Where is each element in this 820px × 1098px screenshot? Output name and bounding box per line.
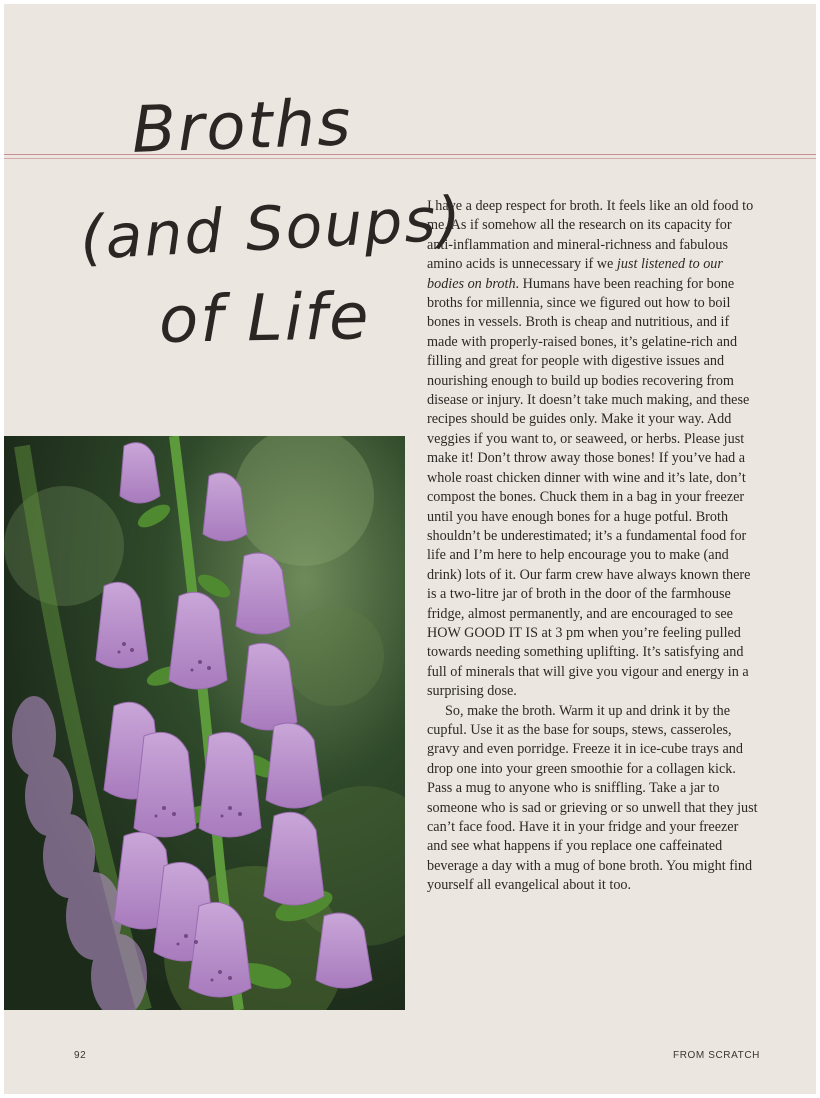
page-number: 92 [74, 1050, 87, 1061]
title-line-3: of Life [158, 280, 372, 358]
title-line-1: Broths [130, 86, 354, 168]
paragraph-2: So, make the broth. Warm it up and drink it by the cupful. Use it as the base for soups, stews, casseroles, gravy and even porridge. Freeze it in ice-cube trays and drop one into your green smoothie for a collagen kick. Pass a mug to anyone who is sniffling. Take a jar to someone who is sad or grieving or so unwell that they just can’t face food. Have it in your fridge and your freezer and see what happens if you replace one caffeinated beverage a day with a mug of bone broth. You might find yourself all evangelical about it too. [427, 702, 758, 894]
foxglove-photo [4, 436, 405, 1010]
title-line-2: (and Soups) [78, 184, 465, 274]
italic-phrase: just listened to our bodies on broth [427, 256, 723, 292]
top-rule-line-2 [4, 158, 816, 159]
top-rule-line [4, 154, 816, 155]
paragraph-1: I have a deep respect for broth. It feels like an old food to me. As if somehow all the research on its capacity for anti-inflammation and mineral-richness and fabulous amino acids is unnecessary if we just listened to our bodies on broth. Humans have been reaching for bone broths for millennia, since we figured out how to boil bones in vessels. Broth is cheap and nutritious, and if made with properly-raised bones, it’s gelatine-rich and filling and great for people with digestive issues and nourishing enough to build up bodies recovering from disease or injury. It doesn’t take much making, and these recipes should be guides only. Make it your way. Add veggies if you want to, or seaweed, or herbs. Please just make it! Don’t throw away those bones! If you’ve had a whole roast chicken dinner with wine and it’s late, don’t compost the bones. Chuck them in a bag in your freezer until you have enough bones for a huge potful. Broth shouldn’t be underestimated; it’s a fundamental food for life and I’m here to help encourage you to make (and drink) lots of it. Our farm crew have always known there is a two-litre jar of broth in the door of the farmhouse fridge, almost permanently, and are encouraged to see HOW GOOD IT IS at 3 pm when you’re feeling pulled towards needing something uplifting. It’s satisfying and full of minerals that will give you vigour and energy in a surprising dose. [427, 198, 754, 700]
running-head: FROM SCRATCH [672, 1050, 760, 1061]
book-page [4, 4, 816, 1094]
article-body [427, 197, 761, 896]
